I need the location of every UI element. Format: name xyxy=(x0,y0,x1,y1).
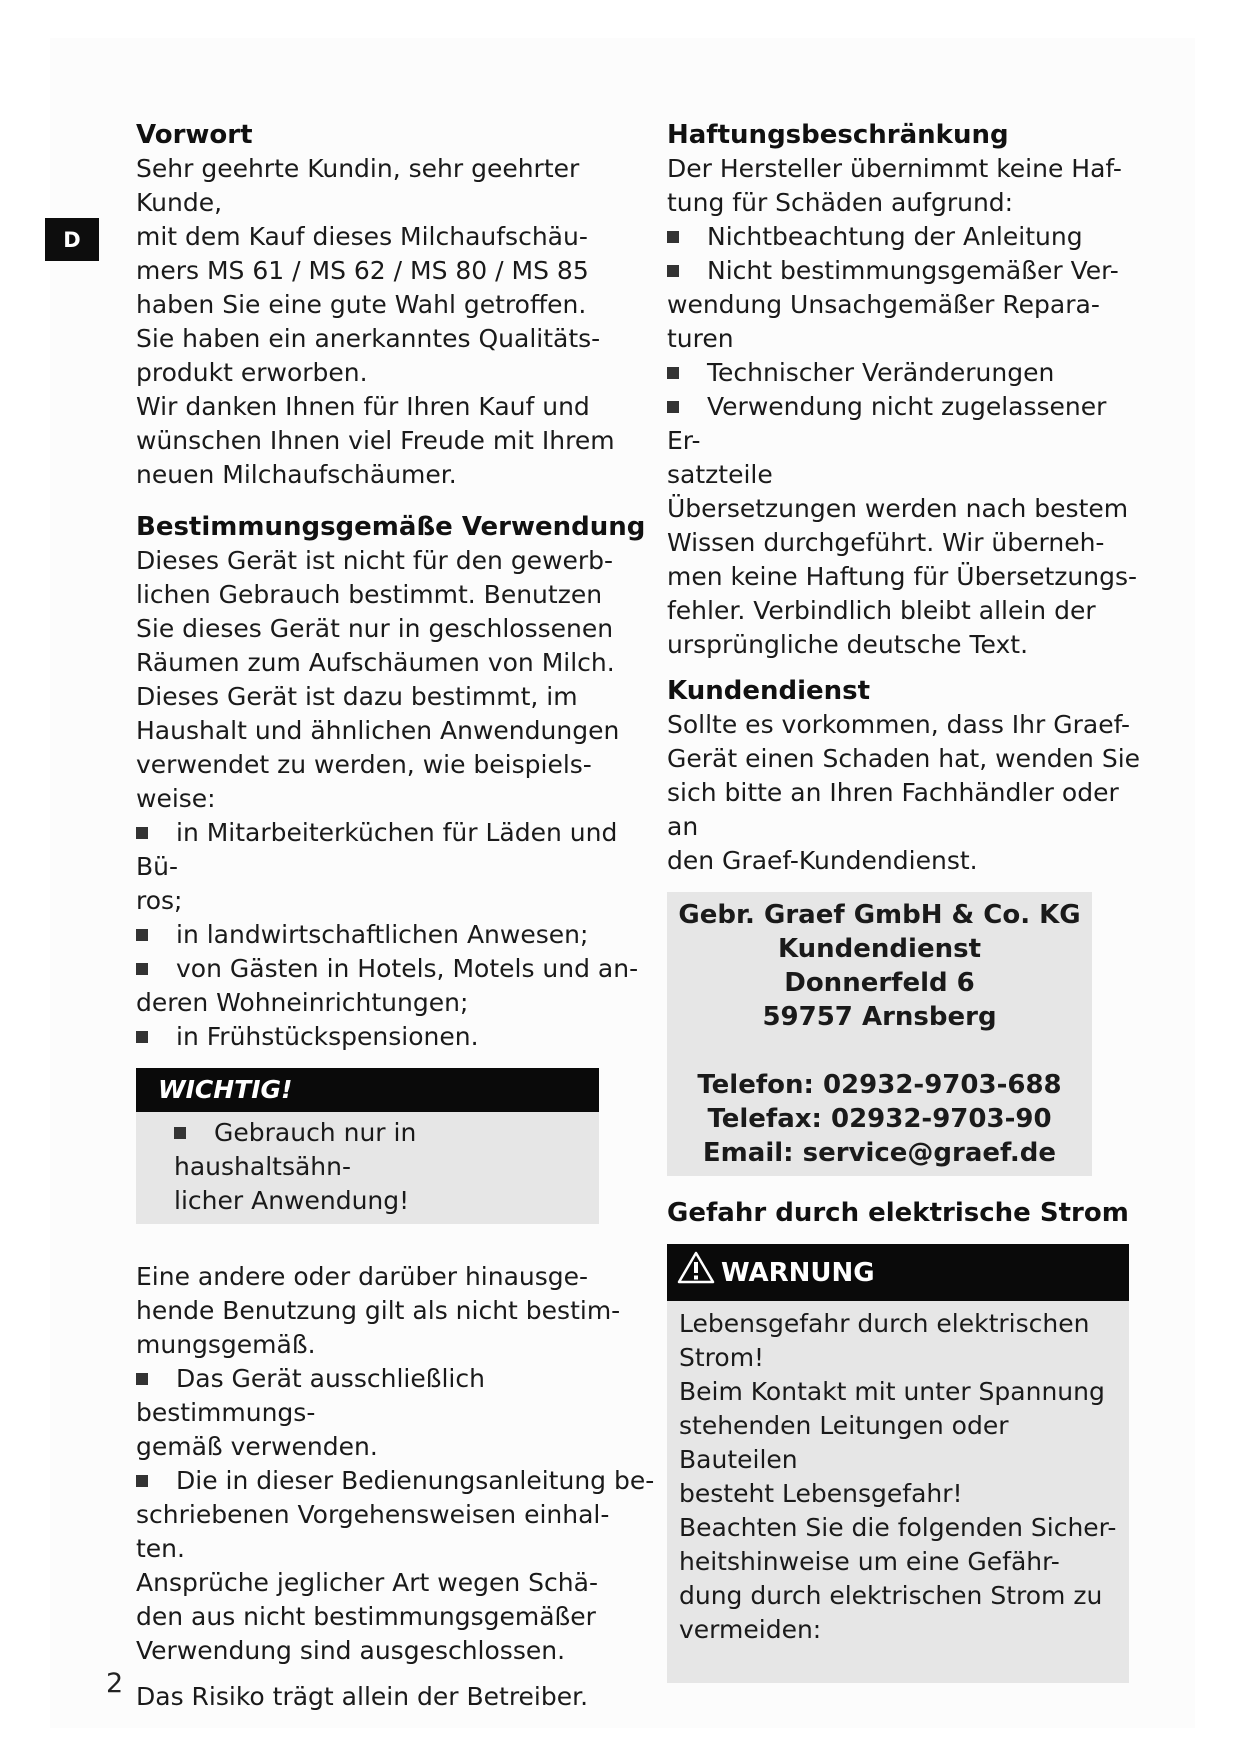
bullet-square-icon xyxy=(136,963,148,975)
text-line: Gerät einen Schaden hat, wenden Sie xyxy=(667,744,1141,773)
text-line: neuen Milchaufschäumer. xyxy=(136,460,457,489)
section-andere xyxy=(136,1260,656,1714)
heading-strom: Gefahr durch elektrische Strom xyxy=(667,1198,1129,1228)
bullet-item: Das Gerät ausschließlich bestimmungs- xyxy=(136,1364,485,1427)
bullet-item: Gebrauch nur in haushaltsähn- xyxy=(174,1118,417,1181)
text-line: Kunde, xyxy=(136,188,223,217)
text-line: satzteile xyxy=(667,460,773,489)
address-line: Kundendienst xyxy=(777,934,982,964)
bullet-square-icon xyxy=(136,1373,148,1385)
text-line: wendung Unsachgemäßer Repara- xyxy=(667,290,1100,319)
text-line: Dieses Gerät ist dazu bestimmt, im xyxy=(136,682,578,711)
text-line: hende Benutzung gilt als nicht bestim- xyxy=(136,1296,621,1325)
bullet-item: Technischer Veränderungen xyxy=(667,356,1147,390)
bullet-item: Nicht bestimmungsgemäßer Ver- xyxy=(667,254,1147,288)
text-line: Verwendung sind ausgeschlossen. xyxy=(136,1636,566,1665)
text-line: stehenden Leitungen oder Bauteilen xyxy=(679,1411,1009,1474)
text-line: licher Anwendung! xyxy=(174,1186,410,1215)
bullet-square-icon xyxy=(174,1127,186,1139)
text-line: lichen Gebrauch bestimmt. Benutzen xyxy=(136,580,603,609)
bullet-square-icon xyxy=(667,367,679,379)
text-line: Der Hersteller übernimmt keine Haf- xyxy=(667,154,1122,183)
text-line: haben Sie eine gute Wahl getroffen. xyxy=(136,290,587,319)
address-line: 59757 Arnsberg xyxy=(762,1002,997,1032)
section-verwendung xyxy=(136,510,656,1054)
wichtig-box xyxy=(136,1068,599,1224)
language-tab: D xyxy=(45,218,99,261)
text-line: deren Wohneinrichtungen; xyxy=(136,988,469,1017)
warning-triangle-icon xyxy=(677,1250,721,1295)
warning-body xyxy=(667,1301,1129,1647)
text-line: besteht Lebensgefahr! xyxy=(679,1479,963,1508)
wichtig-title: WICHTIG! xyxy=(136,1068,599,1112)
bullet-item: in Frühstückspensionen. xyxy=(136,1020,656,1054)
text-line: turen xyxy=(667,324,734,353)
text-line: ten. xyxy=(136,1534,185,1563)
text-line: men keine Haftung für Übersetzungs- xyxy=(667,562,1138,591)
section-haftung xyxy=(667,118,1147,662)
text-line: ursprüngliche deutsche Text. xyxy=(667,630,1029,659)
warning-title: WARNUNG xyxy=(721,1257,875,1288)
text-line: Wir danken Ihnen für Ihren Kauf und xyxy=(136,392,590,421)
warning-box xyxy=(667,1244,1129,1683)
text-line: ros; xyxy=(136,886,183,915)
text-line: wünschen Ihnen viel Freude mit Ihrem xyxy=(136,426,615,455)
text-line: verwendet zu werden, wie beispiels- xyxy=(136,750,592,779)
text-line: Eine andere oder darüber hinausge- xyxy=(136,1262,589,1291)
heading-kundendienst: Kundendienst xyxy=(667,676,871,706)
section-kundendienst xyxy=(667,674,1147,878)
text-line: Lebensgefahr durch elektrischen xyxy=(679,1309,1090,1338)
bullet-square-icon xyxy=(667,265,679,277)
text-line: tung für Schäden aufgrund: xyxy=(667,188,1014,217)
text-line: Dieses Gerät ist nicht für den gewerb- xyxy=(136,546,614,575)
section-strom xyxy=(667,1196,1147,1230)
text-line: Sollte es vorkommen, dass Ihr Graef- xyxy=(667,710,1131,739)
left-column xyxy=(136,118,656,1714)
text-line: schriebenen Vorgehensweisen einhal- xyxy=(136,1500,610,1529)
text-line: Sehr geehrte Kundin, sehr geehrter xyxy=(136,154,580,183)
text-line: Sie dieses Gerät nur in geschlossenen xyxy=(136,614,614,643)
text-line: Sie haben ein anerkanntes Qualitäts- xyxy=(136,324,601,353)
bullet-square-icon xyxy=(136,929,148,941)
bullet-item: Die in dieser Bedienungsanleitung be- xyxy=(136,1464,656,1498)
bullet-item: Nichtbeachtung der Anleitung xyxy=(667,220,1147,254)
text-line: sich bitte an Ihren Fachhändler oder an xyxy=(667,778,1119,841)
text-line: Räumen zum Aufschäumen von Milch. xyxy=(136,648,615,677)
bullet-square-icon xyxy=(136,1031,148,1043)
text-line: Strom! xyxy=(679,1343,765,1372)
bullet-item: in Mitarbeiterküchen für Läden und Bü- xyxy=(136,818,618,881)
heading-haftung: Haftungsbeschränkung xyxy=(667,120,1009,150)
right-column xyxy=(667,118,1147,1683)
text-line: Übersetzungen werden nach bestem xyxy=(667,494,1129,523)
bullet-item: Verwendung nicht zugelassener Er- xyxy=(667,392,1107,455)
wichtig-body xyxy=(136,1112,599,1224)
address-line: Gebr. Graef GmbH & Co. KG xyxy=(678,900,1081,930)
text-line: mungsgemäß. xyxy=(136,1330,316,1359)
spacer xyxy=(667,1034,1092,1068)
text-line: produkt erworben. xyxy=(136,358,368,387)
risiko-text: Das Risiko trägt allein der Betreiber. xyxy=(136,1682,589,1711)
contact-fax: Telefax: 02932-9703-90 xyxy=(707,1104,1052,1134)
text-line: mit dem Kauf dieses Milchaufschäu- xyxy=(136,222,588,251)
text-line: gemäß verwenden. xyxy=(136,1432,378,1461)
text-line: Beachten Sie die folgenden Sicher- xyxy=(679,1513,1117,1542)
text-line: dung durch elektrischen Strom zu xyxy=(679,1581,1103,1610)
bullet-square-icon xyxy=(136,1475,148,1487)
text-line: Ansprüche jeglicher Art wegen Schä- xyxy=(136,1568,598,1597)
address-line: Donnerfeld 6 xyxy=(784,968,975,998)
contact-phone: Telefon: 02932-9703-688 xyxy=(697,1070,1062,1100)
bullet-square-icon xyxy=(136,827,148,839)
text-line: mers MS 61 / MS 62 / MS 80 / MS 85 xyxy=(136,256,589,285)
text-line: vermeiden: xyxy=(679,1615,822,1644)
text-line: Haushalt und ähnlichen Anwendungen xyxy=(136,716,620,745)
text-line: weise: xyxy=(136,784,216,813)
text-line: Wissen durchgeführt. Wir überneh- xyxy=(667,528,1105,557)
heading-vorwort: Vorwort xyxy=(136,120,253,150)
contact-box xyxy=(667,892,1092,1176)
heading-verwendung: Bestimmungsgemäße Verwendung xyxy=(136,512,646,542)
text-line: den Graef-Kundendienst. xyxy=(667,846,978,875)
bullet-item: von Gästen in Hotels, Motels und an- xyxy=(136,952,656,986)
contact-email: Email: service@graef.de xyxy=(702,1138,1057,1168)
text-line: Beim Kontakt mit unter Spannung xyxy=(679,1377,1105,1406)
text-line: fehler. Verbindlich bleibt allein der xyxy=(667,596,1096,625)
text-line: heitshinweise um eine Gefähr- xyxy=(679,1547,1060,1576)
bullet-square-icon xyxy=(667,231,679,243)
bullet-square-icon xyxy=(667,401,679,413)
page-number: 2 xyxy=(106,1668,124,1699)
warning-header xyxy=(667,1244,1129,1301)
text-line: den aus nicht bestimmungsgemäßer xyxy=(136,1602,596,1631)
bullet-item: in landwirtschaftlichen Anwesen; xyxy=(136,918,656,952)
section-vorwort xyxy=(136,118,656,492)
